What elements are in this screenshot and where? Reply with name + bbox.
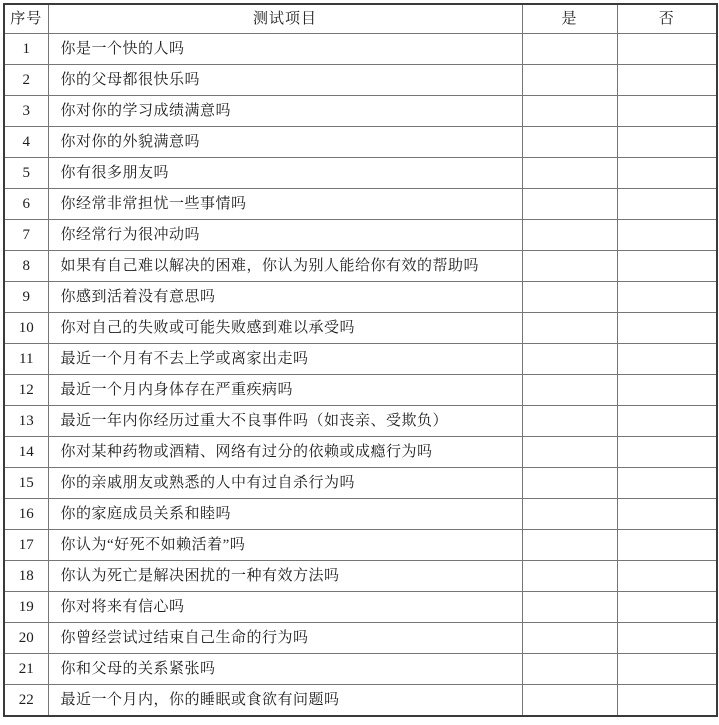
yes-answer-cell[interactable]: [522, 313, 617, 344]
yes-answer-cell[interactable]: [522, 623, 617, 654]
question-cell: 最近一年内你经历过重大不良事件吗（如丧亲、受欺负）: [48, 406, 522, 437]
question-cell: 你的家庭成员关系和睦吗: [48, 499, 522, 530]
table-row: [4, 685, 717, 717]
no-answer-cell[interactable]: [617, 530, 717, 561]
row-number-cell: 6: [4, 189, 48, 220]
no-answer-cell[interactable]: [617, 313, 717, 344]
no-answer-cell[interactable]: [617, 344, 717, 375]
question-cell: 你对某种药物或酒精、网络有过分的依赖或成瘾行为吗: [48, 437, 522, 468]
table-row: [4, 344, 717, 375]
row-number-cell: 3: [4, 96, 48, 127]
no-answer-cell[interactable]: [617, 96, 717, 127]
question-cell: 最近一个月有不去上学或离家出走吗: [48, 344, 522, 375]
row-number-cell: 14: [4, 437, 48, 468]
yes-answer-cell[interactable]: [522, 530, 617, 561]
row-number-cell: 22: [4, 685, 48, 717]
row-number-cell: 19: [4, 592, 48, 623]
row-number-cell: 5: [4, 158, 48, 189]
col-header-yes: 是: [522, 4, 617, 34]
row-number-cell: 12: [4, 375, 48, 406]
yes-answer-cell[interactable]: [522, 375, 617, 406]
question-cell: 你和父母的关系紧张吗: [48, 654, 522, 685]
row-number-cell: 9: [4, 282, 48, 313]
no-answer-cell[interactable]: [617, 499, 717, 530]
no-answer-cell[interactable]: [617, 220, 717, 251]
table-row: [4, 530, 717, 561]
yes-answer-cell[interactable]: [522, 220, 617, 251]
yes-answer-cell[interactable]: [522, 499, 617, 530]
question-cell: 你有很多朋友吗: [48, 158, 522, 189]
question-cell: 你曾经尝试过结束自己生命的行为吗: [48, 623, 522, 654]
question-cell: 你的亲戚朋友或熟悉的人中有过自杀行为吗: [48, 468, 522, 499]
yes-answer-cell[interactable]: [522, 158, 617, 189]
table-row: [4, 34, 717, 65]
table-row: [4, 437, 717, 468]
no-answer-cell[interactable]: [617, 592, 717, 623]
table-row: [4, 499, 717, 530]
no-answer-cell[interactable]: [617, 406, 717, 437]
table-row: [4, 406, 717, 437]
row-number-cell: 15: [4, 468, 48, 499]
row-number-cell: 13: [4, 406, 48, 437]
no-answer-cell[interactable]: [617, 561, 717, 592]
table-row: [4, 189, 717, 220]
row-number-cell: 16: [4, 499, 48, 530]
question-cell: 你经常行为很冲动吗: [48, 220, 522, 251]
table-row: [4, 592, 717, 623]
table-row: [4, 282, 717, 313]
row-number-cell: 18: [4, 561, 48, 592]
table-row: [4, 127, 717, 158]
no-answer-cell[interactable]: [617, 282, 717, 313]
col-header-index: 序号: [4, 4, 48, 34]
yes-answer-cell[interactable]: [522, 127, 617, 158]
yes-answer-cell[interactable]: [522, 344, 617, 375]
yes-answer-cell[interactable]: [522, 406, 617, 437]
row-number-cell: 10: [4, 313, 48, 344]
yes-answer-cell[interactable]: [522, 96, 617, 127]
table-row: [4, 654, 717, 685]
question-cell: 你对你的学习成绩满意吗: [48, 96, 522, 127]
yes-answer-cell[interactable]: [522, 437, 617, 468]
no-answer-cell[interactable]: [617, 654, 717, 685]
question-cell: 如果有自己难以解决的困难，你认为别人能给你有效的帮助吗: [48, 251, 522, 282]
col-header-no: 否: [617, 4, 717, 34]
yes-answer-cell[interactable]: [522, 685, 617, 717]
table-row: [4, 251, 717, 282]
no-answer-cell[interactable]: [617, 437, 717, 468]
no-answer-cell[interactable]: [617, 127, 717, 158]
question-cell: 最近一个月内，你的睡眠或食欲有问题吗: [48, 685, 522, 717]
table-row: [4, 96, 717, 127]
no-answer-cell[interactable]: [617, 65, 717, 96]
yes-answer-cell[interactable]: [522, 34, 617, 65]
yes-answer-cell[interactable]: [522, 592, 617, 623]
row-number-cell: 4: [4, 127, 48, 158]
row-number-cell: 21: [4, 654, 48, 685]
question-cell: 你对你的外貌满意吗: [48, 127, 522, 158]
table-row: [4, 623, 717, 654]
yes-answer-cell[interactable]: [522, 65, 617, 96]
row-number-cell: 2: [4, 65, 48, 96]
row-number-cell: 20: [4, 623, 48, 654]
header-row: [4, 4, 717, 34]
yes-answer-cell[interactable]: [522, 251, 617, 282]
no-answer-cell[interactable]: [617, 251, 717, 282]
yes-answer-cell[interactable]: [522, 654, 617, 685]
questionnaire-table: [3, 3, 718, 717]
question-cell: 你对将来有信心吗: [48, 592, 522, 623]
no-answer-cell[interactable]: [617, 468, 717, 499]
yes-answer-cell[interactable]: [522, 282, 617, 313]
question-cell: 你经常非常担忧一些事情吗: [48, 189, 522, 220]
no-answer-cell[interactable]: [617, 189, 717, 220]
table-row: [4, 65, 717, 96]
row-number-cell: 1: [4, 34, 48, 65]
question-cell: 最近一个月内身体存在严重疾病吗: [48, 375, 522, 406]
table-row: [4, 313, 717, 344]
question-cell: 你感到活着没有意思吗: [48, 282, 522, 313]
no-answer-cell[interactable]: [617, 623, 717, 654]
yes-answer-cell[interactable]: [522, 468, 617, 499]
table-row: [4, 220, 717, 251]
question-cell: 你认为“好死不如赖活着”吗: [48, 530, 522, 561]
row-number-cell: 11: [4, 344, 48, 375]
no-answer-cell[interactable]: [617, 158, 717, 189]
no-answer-cell[interactable]: [617, 375, 717, 406]
no-answer-cell[interactable]: [617, 685, 717, 717]
table-row: [4, 375, 717, 406]
row-number-cell: 8: [4, 251, 48, 282]
question-cell: 你的父母都很快乐吗: [48, 65, 522, 96]
question-cell: 你是一个快的人吗: [48, 34, 522, 65]
row-number-cell: 7: [4, 220, 48, 251]
table-row: [4, 468, 717, 499]
row-number-cell: 17: [4, 530, 48, 561]
no-answer-cell[interactable]: [617, 34, 717, 65]
table-row: [4, 158, 717, 189]
yes-answer-cell[interactable]: [522, 189, 617, 220]
yes-answer-cell[interactable]: [522, 561, 617, 592]
question-cell: 你认为死亡是解决困扰的一种有效方法吗: [48, 561, 522, 592]
question-cell: 你对自己的失败或可能失败感到难以承受吗: [48, 313, 522, 344]
col-header-item: 测试项目: [48, 4, 522, 34]
table-row: [4, 561, 717, 592]
